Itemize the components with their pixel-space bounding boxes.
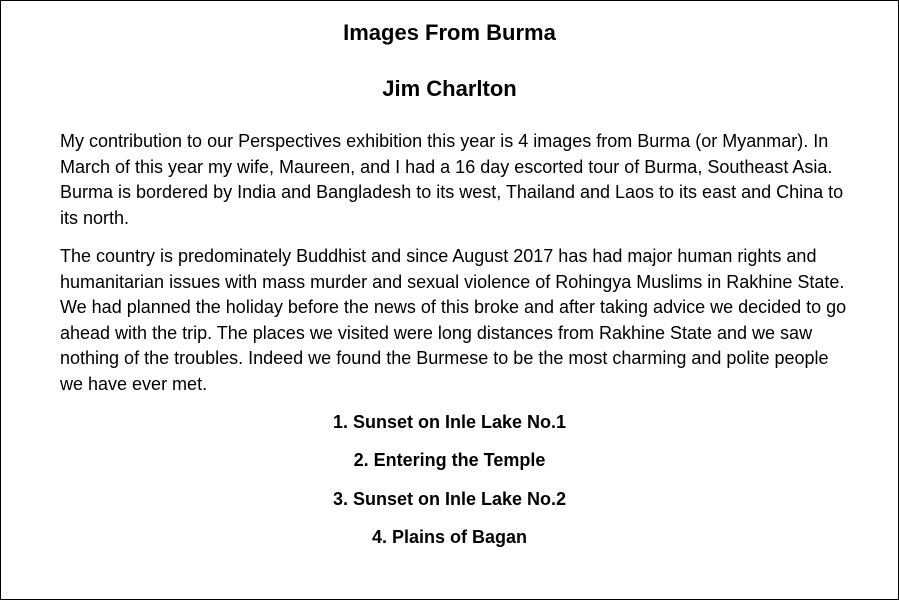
author-name: Jim Charlton: [382, 76, 517, 101]
image-title-2: 2. Entering the Temple: [353, 450, 546, 471]
image-title-3: 3. Sunset on Inle Lake No.2: [332, 488, 567, 509]
image-title-4: 4. Plains of Bagan: [371, 526, 528, 547]
image-title-1: 1. Sunset on Inle Lake No.1: [332, 412, 567, 432]
paragraph-context: The country is predominately Buddhist and since August 2017 has had major human rights and humanitarian issues with mass murder and sexual violence of Rohingya Muslims in Rakhine State. We had planned the holiday before the news of this broke and after taking advice we decided to go ahead with the trip. The places we visited were long distances from Rakhine State and we saw nothing of the troubles. Indeed we found the Burmese to be the most charming and polite people we have ever met.: [60, 246, 855, 394]
paragraph-intro: My contribution to our Perspectives exhibition this year is 4 images from Burma (or Myanmar). In March of this year my wife, Maureen, and I had a 16 day escorted tour of Burma, Southeast Asia. Burma is bordered by India and Bangladesh to its west, Thailand and Laos to its east and China to its north.: [60, 131, 849, 228]
image-list: [1, 410, 898, 563]
document-title: Images From Burma: [343, 20, 556, 45]
